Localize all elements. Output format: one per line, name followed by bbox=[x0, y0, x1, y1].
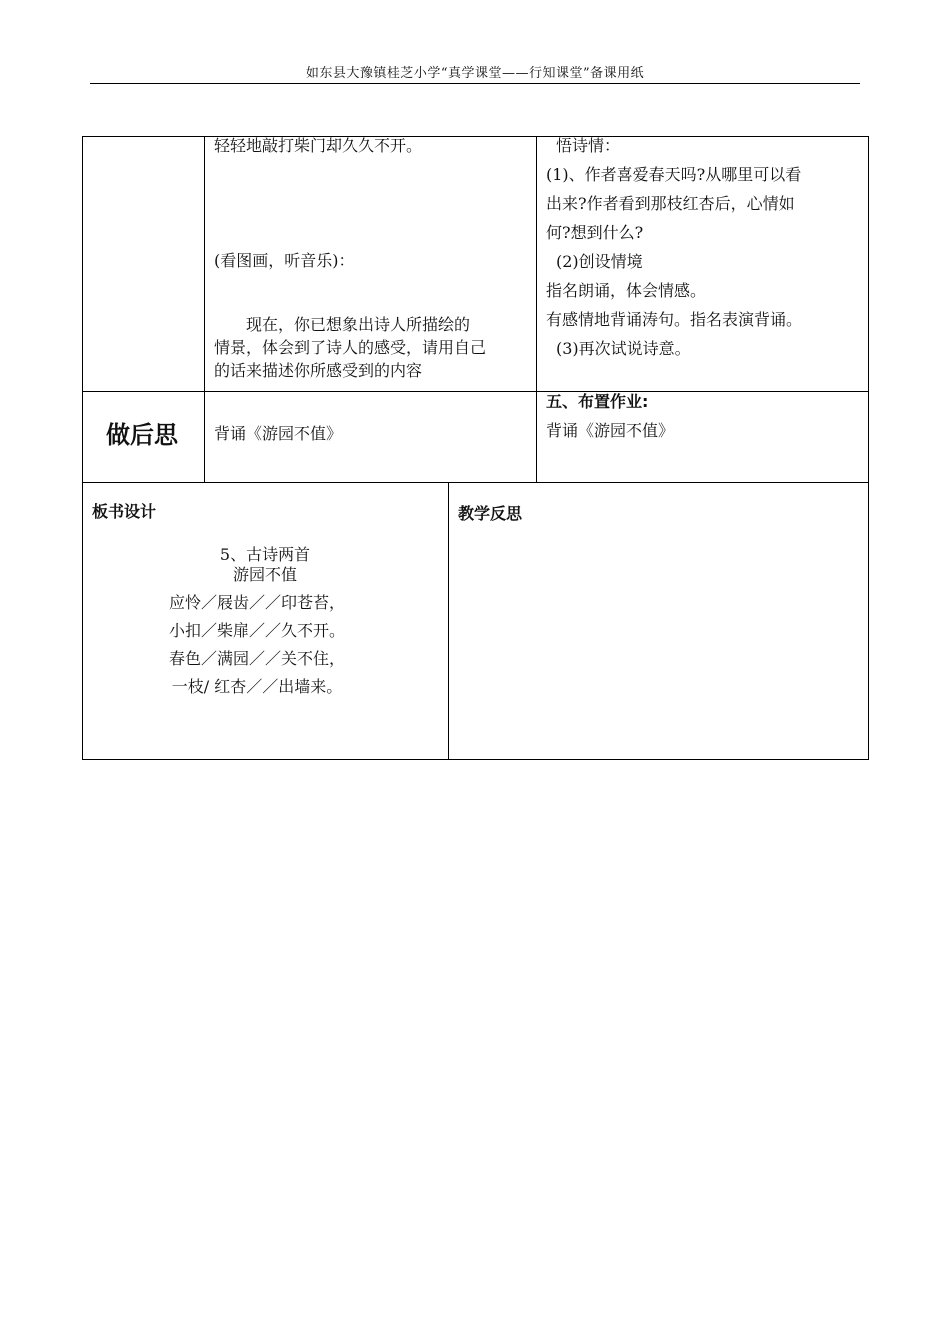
column-divider-2 bbox=[536, 136, 537, 482]
board-divider bbox=[448, 482, 449, 759]
board-subtitle: 游园不值 bbox=[232, 565, 297, 584]
reflect-row-middle: 背诵《游园不值》 bbox=[214, 424, 343, 443]
middle-para-line-3: 的话来描述你所感受到的内容 bbox=[214, 361, 423, 380]
board-line-1: 应怜／屐齿／／印苍苔， bbox=[168, 593, 345, 612]
homework-heading: 五、布置作业: bbox=[546, 392, 649, 411]
homework-text: 背诵《游园不值》 bbox=[546, 421, 675, 440]
board-line-3: 春色／满园／／关不住， bbox=[168, 649, 345, 668]
middle-line-1: 轻轻地敲打柴门却久久不开。 bbox=[214, 136, 423, 155]
right-line-5: (2)创设情境 bbox=[556, 252, 643, 271]
right-line-6: 指名朗诵，体会情感。 bbox=[546, 281, 707, 300]
middle-para-line-2: 情景，体会到了诗人的感受，请用自己 bbox=[214, 338, 487, 357]
header-rule bbox=[90, 83, 860, 84]
board-design-heading: 板书设计 bbox=[92, 502, 157, 521]
board-title: 5、古诗两首 bbox=[219, 545, 311, 564]
row-divider bbox=[82, 391, 868, 392]
right-line-3: 出来?作者看到那枝红杏后，心情如 bbox=[546, 194, 795, 213]
board-line-2: 小扣／柴扉／／久不开。 bbox=[168, 621, 345, 640]
right-line-2: (1)、作者喜爱春天吗?从哪里可以看 bbox=[546, 165, 802, 184]
middle-line-2: (看图画，听音乐)： bbox=[214, 251, 355, 270]
middle-para-line-1: 现在，你已想象出诗人所描绘的 bbox=[246, 315, 471, 334]
right-line-1: 悟诗情： bbox=[556, 136, 621, 155]
right-line-8: (3)再次试说诗意。 bbox=[556, 339, 691, 358]
teaching-reflection-heading: 教学反思 bbox=[458, 504, 523, 523]
board-line-4: 一枝/ 红杏／／出墙来。 bbox=[171, 677, 343, 696]
page-header: 如东县大豫镇桂芝小学“真学课堂——行知课堂”备课用纸 bbox=[305, 66, 645, 81]
right-line-4: 何?想到什么? bbox=[546, 223, 644, 242]
right-line-7: 有感情地背诵涛句。指名表演背诵。 bbox=[546, 310, 803, 329]
reflect-row-label: 做后思 bbox=[106, 421, 178, 449]
column-divider-1 bbox=[204, 136, 205, 482]
